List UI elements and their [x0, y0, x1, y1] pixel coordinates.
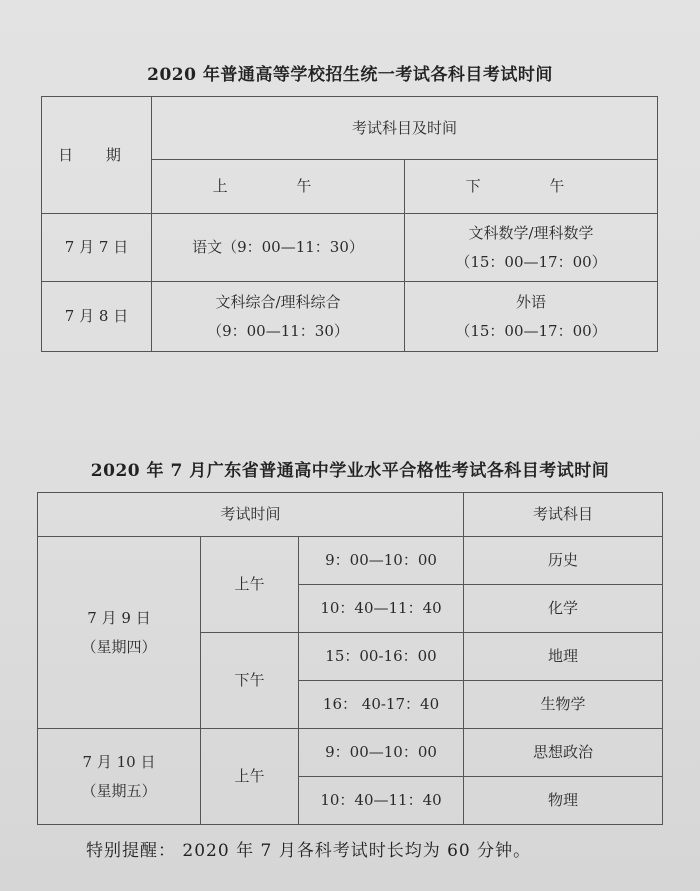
date-cell: 7 月 8 日: [42, 282, 152, 352]
table-row: [38, 729, 663, 777]
morning-header: 上 午: [152, 160, 405, 214]
time-cell: 10：40—11：40: [299, 777, 464, 825]
subject-time-header: 考试科目及时间: [152, 97, 658, 160]
period-cell: 上午: [201, 729, 299, 825]
afternoon-header: 下 午: [405, 160, 658, 214]
date-cell: 7 月 7 日: [42, 214, 152, 282]
subject-cell: 化学: [464, 585, 663, 633]
morning-cell: 语文（9：00—11：30）: [152, 214, 405, 282]
gaokao-schedule-table: [41, 96, 658, 352]
proficiency-exam-title: 2020 年 7 月广东省普通高中学业水平合格性考试各科目考试时间: [90, 461, 610, 481]
morning-cell: 文科综合/理科综合 （9：00—11：30）: [152, 282, 405, 352]
subject-cell: 地理: [464, 633, 663, 681]
table-row: [42, 282, 658, 352]
subject-cell: 历史: [464, 537, 663, 585]
table-row: [38, 537, 663, 585]
proficiency-schedule-table: [37, 492, 663, 825]
period-cell: 下午: [201, 633, 299, 729]
exam-schedule-title: 2020 年普通高等学校招生统一考试各科目考试时间: [147, 65, 553, 85]
time-cell: 16： 40-17：40: [299, 681, 464, 729]
period-cell: 上午: [201, 537, 299, 633]
time-header: 考试时间: [38, 493, 464, 537]
time-cell: 9：00—10：00: [299, 729, 464, 777]
date-header: 日 期: [42, 97, 152, 214]
afternoon-cell: 文科数学/理科数学 （15：00—17：00）: [405, 214, 658, 282]
special-reminder-note: 特别提醒： 2020 年 7 月各科考试时长均为 60 分钟。: [86, 841, 532, 861]
time-cell: 9：00—10：00: [299, 537, 464, 585]
time-cell: 15：00-16：00: [299, 633, 464, 681]
date-cell: 7 月 9 日 （星期四）: [38, 537, 201, 729]
time-cell: 10：40—11：40: [299, 585, 464, 633]
subject-cell: 生物学: [464, 681, 663, 729]
subject-cell: 物理: [464, 777, 663, 825]
table-row: [42, 214, 658, 282]
date-cell: 7 月 10 日 （星期五）: [38, 729, 201, 825]
afternoon-cell: 外语 （15：00—17：00）: [405, 282, 658, 352]
subject-header: 考试科目: [464, 493, 663, 537]
subject-cell: 思想政治: [464, 729, 663, 777]
